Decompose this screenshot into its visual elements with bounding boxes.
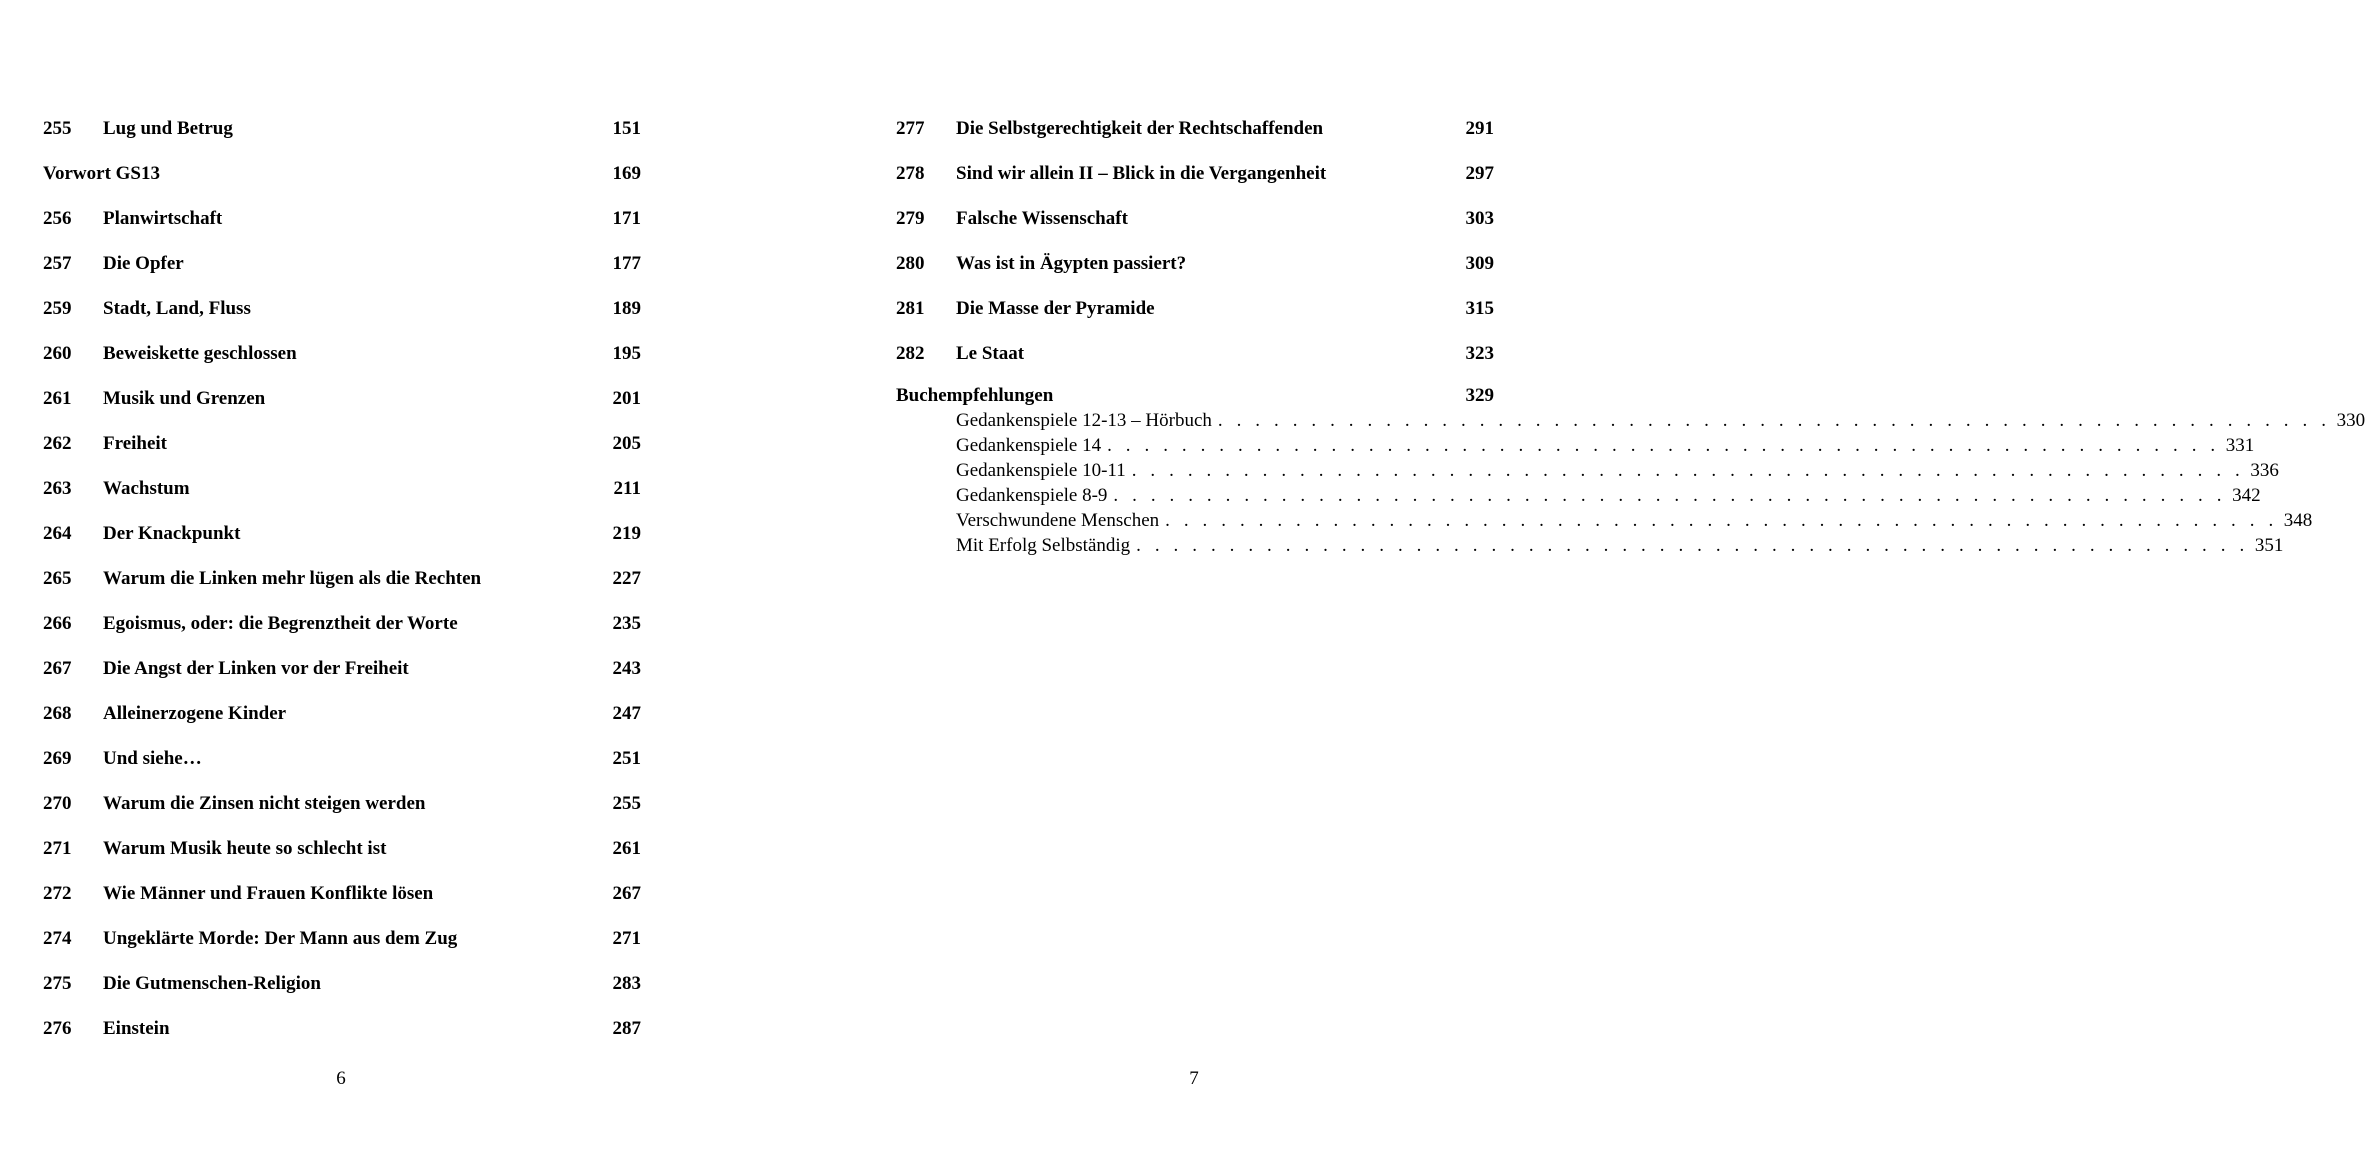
recommendation-item [956,458,2279,483]
chapter-page: 189 [612,298,641,319]
chapter-number: 277 [896,118,925,139]
chapter-number: 275 [43,973,72,994]
toc-entry [896,196,1494,241]
chapter-page: 251 [612,748,641,769]
toc-entry [43,556,641,601]
chapter-title: Beweiskette geschlossen [103,343,297,364]
recommendation-item [956,508,2313,533]
chapter-title: Lug und Betrug [103,118,233,139]
toc-entry [43,151,641,196]
chapter-title: Was ist in Ägypten passiert? [956,253,1187,274]
toc-entry [43,961,641,1006]
chapter-number: 262 [43,433,72,454]
chapter-title: Le Staat [956,343,1025,364]
recommendation-page: 336 [2250,460,2279,481]
toc-entry [43,871,641,916]
chapter-page: 195 [612,343,641,364]
chapter-page: 169 [612,163,641,184]
recommendation-page: 331 [2225,435,2255,456]
toc-entry [43,736,641,781]
toc-entry [43,646,641,691]
chapter-number: 269 [43,748,72,769]
recommendations-title: Buchempfehlungen [896,385,1054,406]
chapter-title: Falsche Wissenschaft [956,208,1128,229]
recommendation-title: Gedankenspiele 8-9 [956,483,1113,508]
toc-left [43,106,641,1051]
chapter-title: Der Knackpunkt [103,523,241,544]
chapter-title: Und siehe… [103,748,202,769]
chapter-title: Wie Männer und Frauen Konflikte lösen [103,883,434,904]
chapter-title: Planwirtschaft [103,208,223,229]
chapter-page: 177 [612,253,641,274]
chapter-page: 283 [612,973,641,994]
chapter-number: 272 [43,883,72,904]
chapter-number: 276 [43,1018,72,1039]
chapter-page: 303 [1465,208,1494,229]
chapter-number: 282 [896,343,925,364]
chapter-page: 261 [612,838,641,859]
toc-entry [896,106,1494,151]
chapter-number: 259 [43,298,72,319]
page-number-right: 7 [1189,1068,1199,1089]
chapter-number: 263 [43,478,72,499]
chapter-page: 205 [612,433,641,454]
chapter-title: Egoismus, oder: die Begrenztheit der Worte [103,613,458,634]
chapter-title: Die Gutmenschen-Religion [103,973,321,994]
chapter-page: 315 [1465,298,1494,319]
chapter-title: Freiheit [103,433,168,454]
chapter-page: 151 [612,118,641,139]
chapter-title: Alleinerzogene Kinder [103,703,287,724]
chapter-page: 297 [1465,163,1494,184]
dot-leader: . . . . . . . . . . . . . . . . . . . . . . . . . . . . . . . . . . . . . . . . . . . . . . . . . . . . . . . . . . . . [1113,485,2227,506]
chapter-number: 280 [896,253,925,274]
chapter-title: Die Opfer [103,253,184,274]
recommendation-item [956,533,2284,558]
recommendations-page: 329 [1465,385,1494,406]
chapter-page: 219 [612,523,641,544]
toc-entry [43,511,641,556]
toc-entry [896,286,1494,331]
recommendation-page: 330 [2336,410,2365,431]
toc-entry [43,331,641,376]
chapter-page: 171 [612,208,641,229]
section-title: Vorwort GS13 [43,163,160,184]
chapter-page: 323 [1465,343,1494,364]
chapter-number: 265 [43,568,72,589]
toc-entry [43,781,641,826]
dot-leader: . . . . . . . . . . . . . . . . . . . . . . . . . . . . . . . . . . . . . . . . . . . . . . . . . . . . . . . . . . . . [1165,510,2278,531]
toc-entry [43,1006,641,1051]
chapter-page: 267 [612,883,641,904]
chapter-number: 278 [896,163,925,184]
recommendation-page: 351 [2254,535,2284,556]
toc-entry [43,916,641,961]
chapter-number: 270 [43,793,72,814]
chapter-title: Warum die Zinsen nicht steigen werden [103,793,426,814]
chapter-page: 309 [1465,253,1494,274]
right-page [896,0,2365,1161]
recommendations-heading [896,384,1494,408]
chapter-number: 279 [896,208,925,229]
recommendation-item [956,433,2255,458]
toc-entry [43,601,641,646]
chapter-title: Musik und Grenzen [103,388,266,409]
toc-entry [896,331,1494,376]
recommendation-page: 342 [2232,485,2261,506]
chapter-page: 243 [612,658,641,679]
chapter-page: 247 [612,703,641,724]
toc-entry [896,241,1494,286]
chapter-page: 235 [612,613,641,634]
chapter-title: Sind wir allein II – Blick in die Vergangenheit [956,163,1327,184]
recommendation-title: Mit Erfolg Selbständig [956,533,1136,558]
chapter-number: 257 [43,253,72,274]
chapter-number: 266 [43,613,72,634]
chapter-title: Die Angst der Linken vor der Freiheit [103,658,409,679]
chapter-page: 227 [612,568,641,589]
toc-right [896,106,2365,558]
toc-entry [43,106,641,151]
chapter-page: 291 [1465,118,1494,139]
dot-leader: . . . . . . . . . . . . . . . . . . . . . . . . . . . . . . . . . . . . . . . . . . . . . . . . . . . . . . . . . . . . [1217,410,2331,431]
chapter-page: 271 [612,928,641,949]
toc-entry [43,196,641,241]
chapter-page: 201 [612,388,641,409]
toc-entry [43,376,641,421]
chapter-number: 268 [43,703,72,724]
chapter-number: 267 [43,658,72,679]
chapter-number: 264 [43,523,72,544]
dot-leader: . . . . . . . . . . . . . . . . . . . . . . . . . . . . . . . . . . . . . . . . . . . . . . . . . . . . . . . . . . . . [1107,435,2220,456]
chapter-title: Wachstum [103,478,190,499]
chapter-number: 271 [43,838,72,859]
chapter-title: Einstein [103,1018,170,1039]
chapter-title: Warum die Linken mehr lügen als die Rechten [103,568,482,589]
chapter-number: 274 [43,928,72,949]
chapter-page: 255 [612,793,641,814]
toc-entry [896,151,1494,196]
chapter-number: 281 [896,298,925,319]
left-page [43,0,641,1161]
chapter-title: Die Selbstgerechtigkeit der Rechtschaffenden [956,118,1324,139]
chapter-title: Die Masse der Pyramide [956,298,1155,319]
recommendation-item [956,408,2365,433]
chapter-number: 255 [43,118,72,139]
toc-entry [43,286,641,331]
toc-entry [43,466,641,511]
toc-entry [43,691,641,736]
chapter-title: Ungeklärte Morde: Der Mann aus dem Zug [103,928,458,949]
chapter-title: Stadt, Land, Fluss [103,298,251,319]
chapter-title: Warum Musik heute so schlecht ist [103,838,387,859]
chapter-number: 261 [43,388,72,409]
page-number-left: 6 [336,1068,346,1089]
toc-entry [43,421,641,466]
chapter-number: 256 [43,208,72,229]
chapter-page: 211 [613,478,641,499]
toc-entry [43,826,641,871]
chapter-page: 287 [612,1018,641,1039]
toc-entry [43,241,641,286]
recommendation-title: Gedankenspiele 12-13 – Hörbuch [956,408,1218,433]
recommendation-title: Gedankenspiele 14 [956,433,1107,458]
chapter-number: 260 [43,343,72,364]
recommendation-item [956,483,2261,508]
recommendation-title: Gedankenspiele 10-11 [956,458,1132,483]
dot-leader: . . . . . . . . . . . . . . . . . . . . . . . . . . . . . . . . . . . . . . . . . . . . . . . . . . . . . . . . . . . . [1131,460,2245,481]
recommendation-page: 348 [2283,510,2313,531]
dot-leader: . . . . . . . . . . . . . . . . . . . . . . . . . . . . . . . . . . . . . . . . . . . . . . . . . . . . . . . . . . . . [1136,535,2249,556]
recommendation-title: Verschwundene Menschen [956,508,1165,533]
